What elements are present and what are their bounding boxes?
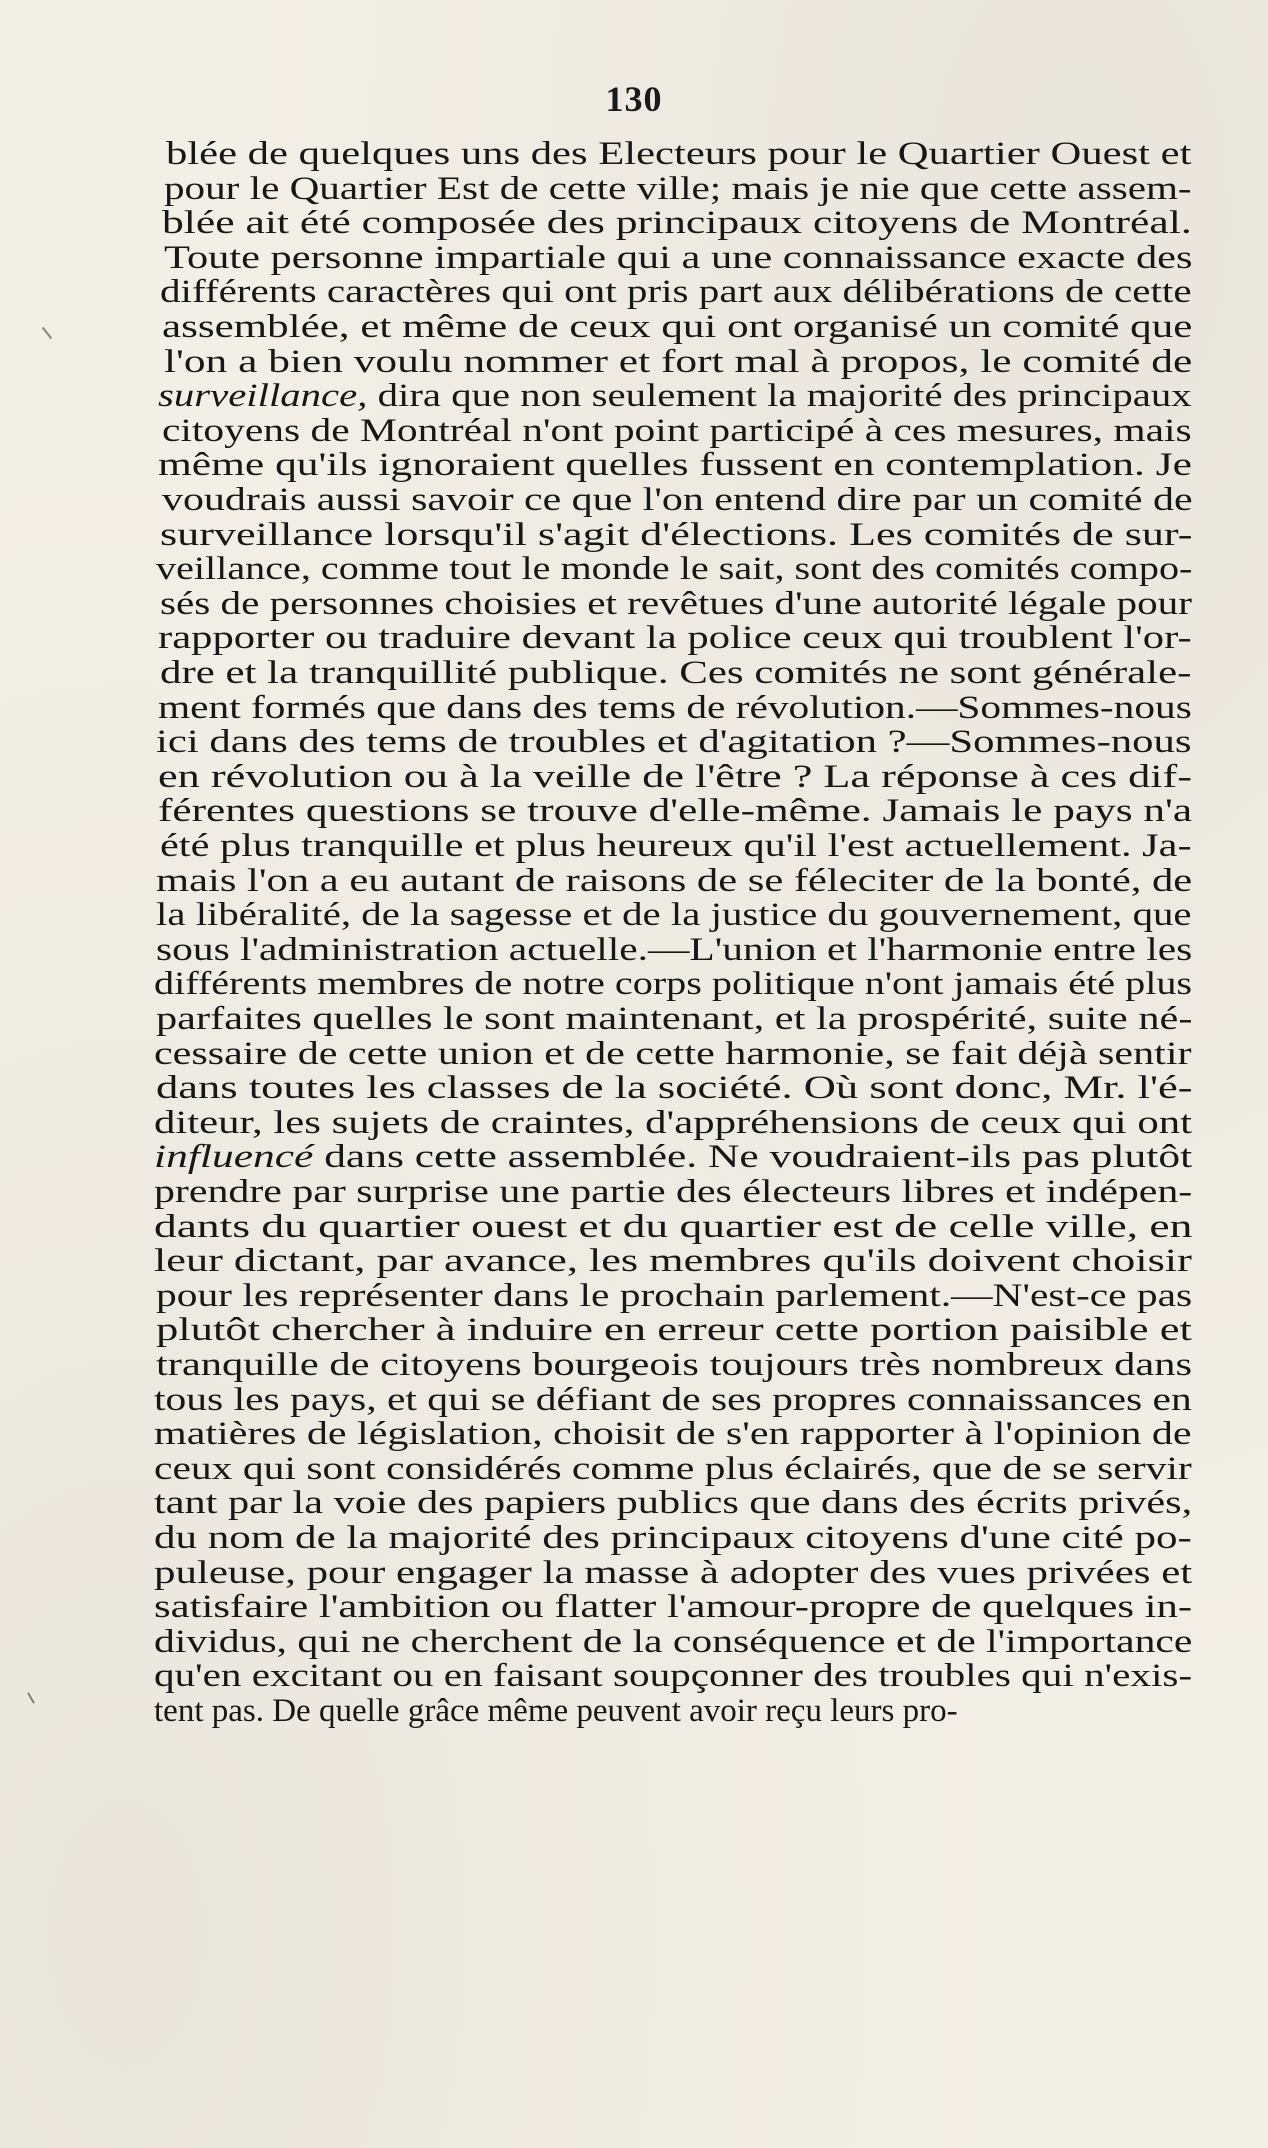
text-segment: tranquille de citoyens bourgeois toujours très nombreux dans: [156, 1347, 1193, 1383]
text-segment: voudrais aussi savoir ce que l'on entend dire par un comité de: [162, 482, 1193, 518]
text-segment: cessaire de cette union et de cette harmonie, se fait déjà sentir: [154, 1035, 1192, 1072]
text-segment: férentes questions se trouve d'elle-même. Jamais le pays n'a: [158, 793, 1193, 830]
text-segment: dans toutes les classes de la société. Où sont donc, Mr. l'é-: [156, 1070, 1193, 1107]
text-segment: mais l'on a eu autant de raisons de se féleciter de la bonté, de: [156, 862, 1193, 899]
text-segment: sous l'administration actuelle.—L'union et l'harmonie entre les: [156, 931, 1193, 968]
text-segment: matières de législation, choisit de s'en rapporter à l'opinion de: [154, 1416, 1192, 1453]
text-segment: la libéralité, de la sagesse et de la justice du gouvernement, que: [156, 897, 1192, 934]
text-segment: assemblée, et même de ceux qui ont organisé un comité que: [162, 309, 1193, 345]
margin-mark: [27, 1692, 35, 1703]
text-segment: leur dictant, par avance, les membres qu'ils doivent choisir: [154, 1243, 1192, 1280]
text-segment: rapporter ou traduire devant la police ceux qui troublent l'or-: [158, 620, 1192, 657]
margin-mark: [42, 327, 52, 339]
text-segment: été plus tranquille et plus heureux qu'il l'est actuellement. Ja-: [160, 828, 1192, 864]
text-segment: ici dans des tems de troubles et d'agitation ?—Sommes-nous: [156, 724, 1192, 761]
text-segment: qu'en excitant ou en faisant soupçonner des troubles qui n'exis-: [154, 1658, 1193, 1695]
text-segment: du nom de la majorité des principaux citoyens d'une cité po-: [154, 1520, 1192, 1556]
text-segment: dividus, qui ne cherchent de la conséquence et de l'importance: [154, 1623, 1193, 1660]
text-segment: différents caractères qui ont pris part aux délibérations de cette: [160, 274, 1192, 311]
text-segment: parfaites quelles le sont maintenant, et la prospérité, suite né-: [156, 1001, 1193, 1037]
text-segment: surveillance lorsqu'il s'agit d'élections. Les comités de sur-: [160, 516, 1193, 553]
page-number: 130: [605, 79, 663, 119]
text-segment: satisfaire l'ambition ou flatter l'amour-propre de quelques in-: [154, 1589, 1193, 1626]
text-segment: tant par la voie des papiers publics que dans des écrits privés,: [154, 1485, 1193, 1522]
text-segment: diteur, les sujets de craintes, d'appréhensions de ceux qui ont: [154, 1104, 1193, 1141]
text-line: [154, 1691, 958, 1731]
text-segment: en révolution ou à la veille de l'être ? La réponse à ces dif-: [158, 758, 1193, 795]
text-segment: ment formés que dans des tems de révolution.—Sommes-nous: [158, 689, 1192, 726]
text-segment: prendre par surprise une partie des électeurs libres et indépen-: [154, 1174, 1193, 1210]
text-segment: même qu'ils ignoraient quelles fussent en contemplation. Je: [158, 447, 1192, 484]
text-segment: blée de quelques uns des Electeurs pour le Quartier Ouest et: [166, 136, 1192, 172]
text-segment: tent pas. De quelle grâce même peuvent avoir reçu leurs pro-: [154, 1693, 958, 1729]
text-segment: dre et la tranquillité publique. Ces comités ne sont générale-: [160, 655, 1192, 691]
italic-word: surveillance,: [158, 378, 368, 415]
text-segment: ceux qui sont considérés comme plus éclairés, que de se servir: [154, 1450, 1192, 1487]
text-segment: blée ait été composée des principaux citoyens de Montréal.: [162, 205, 1192, 242]
text-segment: plutôt chercher à induire en erreur cette portion paisible et: [156, 1312, 1192, 1349]
text-segment: citoyens de Montréal n'ont point participé à ces mesures, mais: [162, 412, 1192, 449]
text-segment: dans cette assemblée. Ne voudraient-ils pas plutôt: [313, 1139, 1193, 1176]
text-segment: dants du quartier ouest et du quartier est de celle ville, en: [154, 1208, 1193, 1245]
italic-word: influencé: [154, 1139, 314, 1176]
text-segment: tous les pays, et qui se défiant de ses propres connaissances en: [154, 1381, 1192, 1418]
text-segment: veillance, comme tout le monde le sait, sont des comités compo-: [156, 551, 1193, 588]
text-segment: différents membres de notre corps politique n'ont jamais été plus: [154, 966, 1193, 1003]
text-segment: pour le Quartier Est de cette ville; mais je nie que cette assem-: [164, 170, 1192, 207]
text-segment: dira que non seulement la majorité des principaux: [367, 378, 1192, 415]
text-segment: puleuse, pour engager la masse à adopter des vues privées et: [154, 1554, 1193, 1591]
text-segment: pour les représenter dans le prochain parlement.—N'est-ce pas: [156, 1277, 1193, 1314]
text-segment: sés de personnes choisies et revêtues d'une autorité légale pour: [160, 585, 1192, 622]
text-segment: l'on a bien voulu nommer et fort mal à propos, le comité de: [164, 343, 1193, 380]
text-segment: Toute personne impartiale qui a une connaissance exacte des: [164, 239, 1193, 276]
